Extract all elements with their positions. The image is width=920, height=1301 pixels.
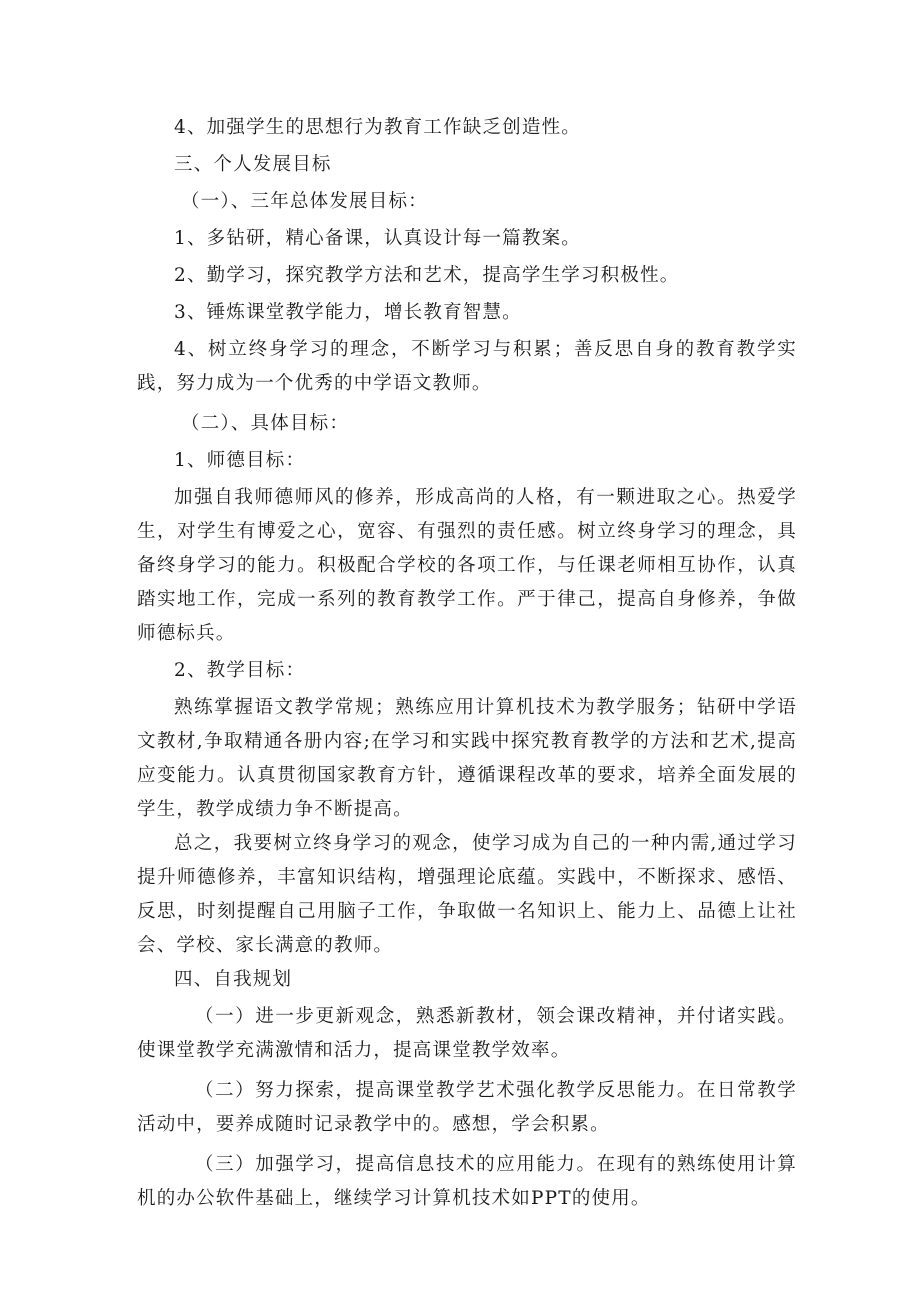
paragraph-ethics-goal: 加强自我师德师风的修养，形成高尚的人格，有一颗进取之心。热爱学生，对学生有博爱之心，宽容、有强烈的责任感。树立终身学习的理念，具备终身学习的能力。积极配合学校的各项工作，与任课老师相互协作，认真踏实地工作，完成一系列的教育教学工作。严于律己，提高自身修养，争做师德标兵。 bbox=[137, 487, 797, 644]
heading-personal-goals: 三、个人发展目标 bbox=[174, 154, 332, 175]
goal-item-1: 1、多钻研，精心备课，认真设计每一篇教案。 bbox=[174, 228, 581, 249]
subheading-three-year-goals: （一）、三年总体发展目标： bbox=[181, 191, 428, 212]
goal-item-4: 4、树立终身学习的理念，不断学习与积累；善反思自身的教育教学实践，努力成为一个优秀的中学语文教师。 bbox=[137, 339, 797, 394]
plan-item-1: （一）进一步更新观念，熟悉新教材，领会课改精神，并付诸实践。使课堂教学充满激情和活力，提高课堂教学效率。 bbox=[137, 1006, 797, 1061]
plan-item-3: （三）加强学习，提高信息技术的应用能力。在现有的熟练使用计算机的办公软件基础上，继续学习计算机技术如PPT的使用。 bbox=[137, 1154, 797, 1209]
paragraph-teaching-goal: 熟练掌握语文教学常规；熟练应用计算机技术为教学服务；钻研中学语文教材,争取精通各册内容;在学习和实践中探究教育教学的方法和艺术,提高应变能力。认真贯彻国家教育方针，遵循课程改革的要求，培养全面发展的学生，教学成绩力争不断提高。 bbox=[137, 697, 797, 820]
paragraph-weakness-4: 4、加强学生的思想行为教育工作缺乏创造性。 bbox=[174, 117, 581, 138]
heading-teaching-goal: 2、教学目标： bbox=[174, 660, 306, 681]
heading-ethics-goal: 1、师德目标： bbox=[174, 450, 306, 471]
document-body bbox=[137, 111, 797, 1216]
heading-self-planning: 四、自我规划 bbox=[174, 969, 293, 990]
paragraph-summary: 总之，我要树立终身学习的观念，使学习成为自己的一种内需,通过学习提升师德修养，丰富知识结构，增强理论底蕴。实践中，不断探求、感悟、反思，时刻提醒自己用脑子工作，争取做一名知识上、能力上、品德上让社会、学校、家长满意的教师。 bbox=[137, 833, 797, 956]
goal-item-2: 2、勤学习，探究教学方法和艺术，提高学生学习积极性。 bbox=[174, 265, 680, 286]
plan-item-2: （二）努力探索，提高课堂教学艺术强化教学反思能力。在日常教学活动中，要养成随时记录教学中的。感想，学会积累。 bbox=[137, 1080, 797, 1135]
subheading-specific-goals: （二）、具体目标： bbox=[181, 413, 350, 434]
goal-item-3: 3、锤炼课堂教学能力，增长教育智慧。 bbox=[174, 302, 522, 323]
